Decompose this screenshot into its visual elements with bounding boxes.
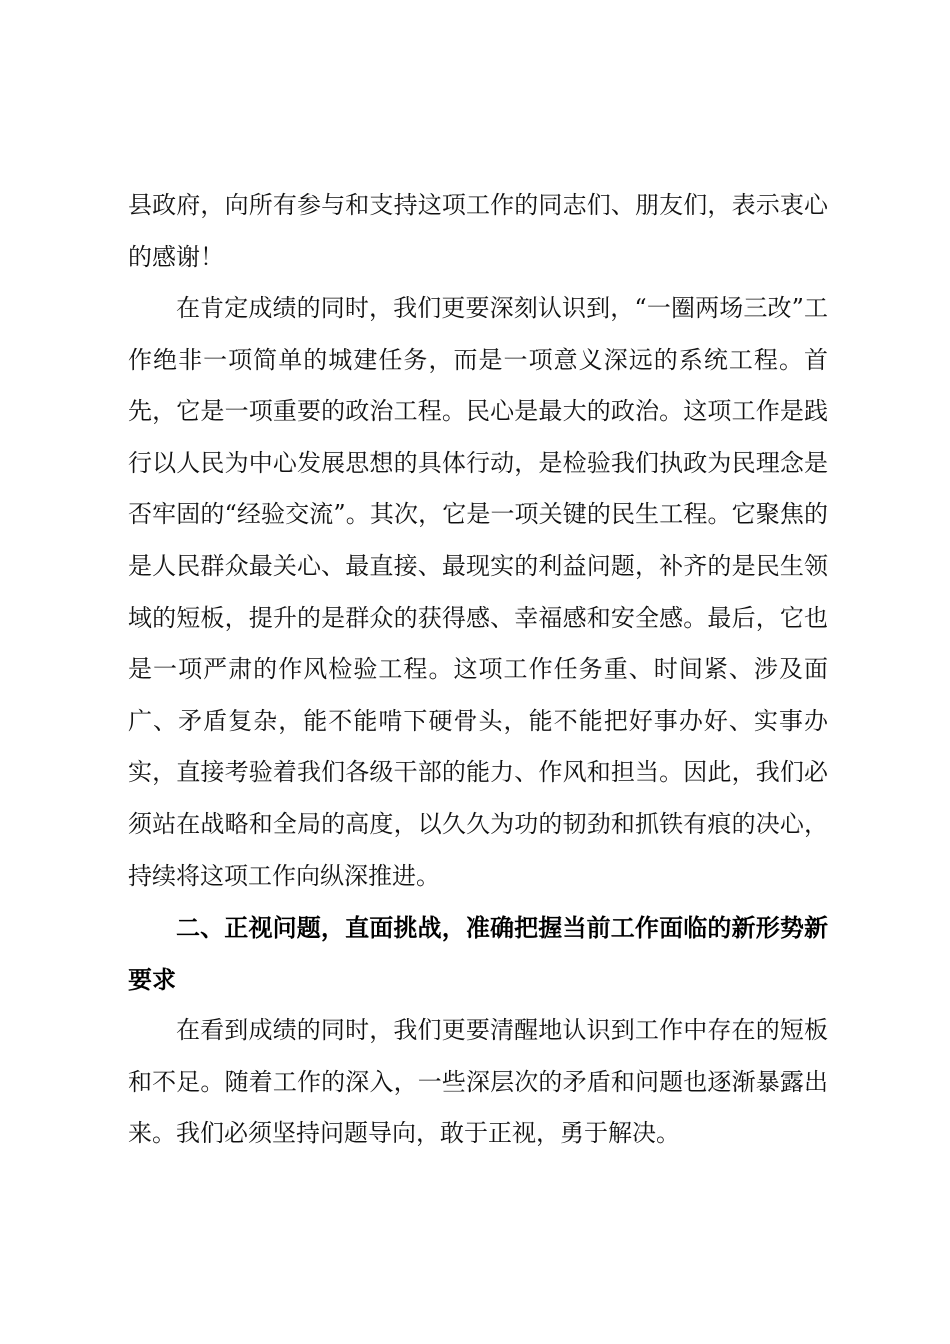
paragraph-significance: 在肯定成绩的同时，我们更要深刻认识到，“一圈两场三改”工作绝非一项简单的城建任务，而是一项意义深远的系统工程。首先，它是一项重要的政治工程。民心是最大的政治。这项工作是践行以人民为中心发展思想的具体行动，是检验我们执政为民理念是否牢固的“经验交流”。其次，它是一项关键的民生工程。它聚焦的是人民群众最关心、最直接、最现实的利益问题，补齐的是民生领域的短板，提升的是群众的获得感、幸福感和安全感。最后，它也是一项严肃的作风检验工程。这项工作任务重、时间紧、涉及面广、矛盾复杂，能不能啃下硬骨头，能不能把好事办好、实事办实，直接考验着我们各级干部的能力、作风和担当。因此，我们必须站在战略和全局的高度，以久久为功的韧劲和抓铁有痕的决心，持续将这项工作向纵深推进。 [128, 294, 828, 890]
section-heading: 二、正视问题，直面挑战，准确把握当前工作面临的新形势新要求 [128, 914, 828, 994]
paragraph-intro-continuation: 县政府，向所有参与和支持这项工作的同志们、朋友们，表示衷心的感谢！ [128, 191, 828, 271]
paragraph-problems: 在看到成绩的同时，我们更要清醒地认识到工作中存在的短板和不足。随着工作的深入，一些深层次的矛盾和问题也逐渐暴露出来。我们必须坚持问题导向，敢于正视，勇于解决。 [128, 1016, 828, 1148]
